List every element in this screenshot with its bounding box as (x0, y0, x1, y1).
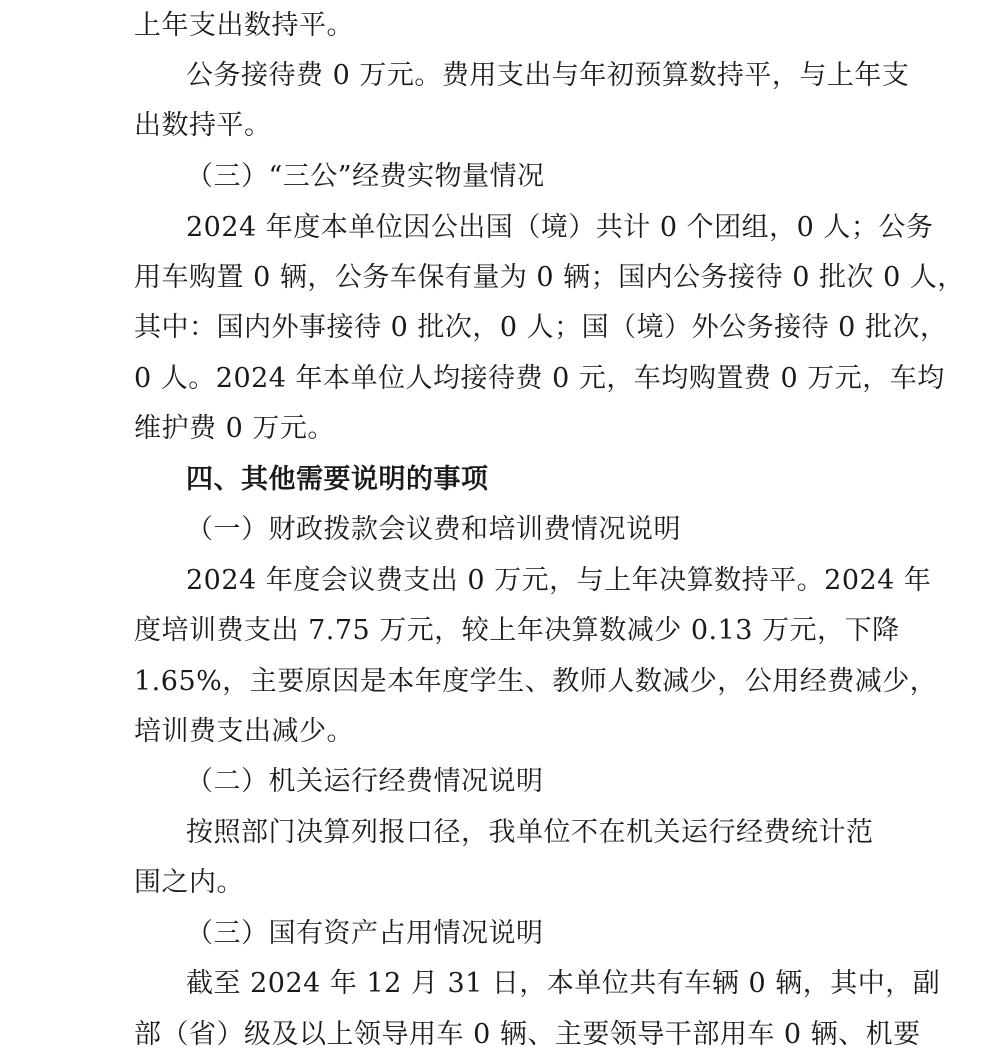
body-text-line: 度培训费支出 7.75 万元，较上年决算数减少 0.13 万元，下降 (134, 615, 900, 646)
body-text-line: 按照部门决算列报口径，我单位不在机关运行经费统计范 (186, 817, 874, 848)
body-text-line: 截至 2024 年 12 月 31 日，本单位共有车辆 0 辆，其中，副 (186, 968, 941, 999)
subsection-heading: （三）“三公”经费实物量情况 (186, 161, 545, 192)
body-text-line: 0 人。2024 年本单位人均接待费 0 元，车均购置费 0 万元，车均 (134, 363, 945, 394)
body-text-line: 其中：国内外事接待 0 批次，0 人；国（境）外公务接待 0 批次， (134, 312, 948, 343)
body-text-line: 培训费支出减少。 (134, 716, 354, 747)
body-text-line: 2024 年度会议费支出 0 万元，与上年决算数持平。2024 年 (186, 565, 932, 596)
subsection-heading: （三）国有资产占用情况说明 (186, 918, 544, 949)
body-text-line: 围之内。 (134, 867, 244, 898)
subsection-heading: （二）机关运行经费情况说明 (186, 766, 544, 797)
subsection-heading: （一）财政拨款会议费和培训费情况说明 (186, 514, 681, 545)
body-text-line: 维护费 0 万元。 (134, 413, 335, 444)
body-text-line: 部（省）级及以上领导用车 0 辆、主要领导干部用车 0 辆、机要 (134, 1019, 921, 1050)
body-text-line: 用车购置 0 辆，公务车保有量为 0 辆；国内公务接待 0 批次 0 人， (134, 262, 965, 293)
body-text-line: 1.65%，主要原因是本年度学生、教师人数减少，公用经费减少， (134, 666, 938, 697)
body-text-line: 公务接待费 0 万元。费用支出与年初预算数持平，与上年支 (186, 60, 910, 91)
body-text-line: 出数持平。 (134, 110, 272, 141)
section-heading: 四、其他需要说明的事项 (186, 464, 489, 495)
body-text-line: 2024 年度本单位因公出国（境）共计 0 个团组，0 人；公务 (186, 212, 934, 243)
body-text-line: 上年支出数持平。 (134, 10, 354, 41)
